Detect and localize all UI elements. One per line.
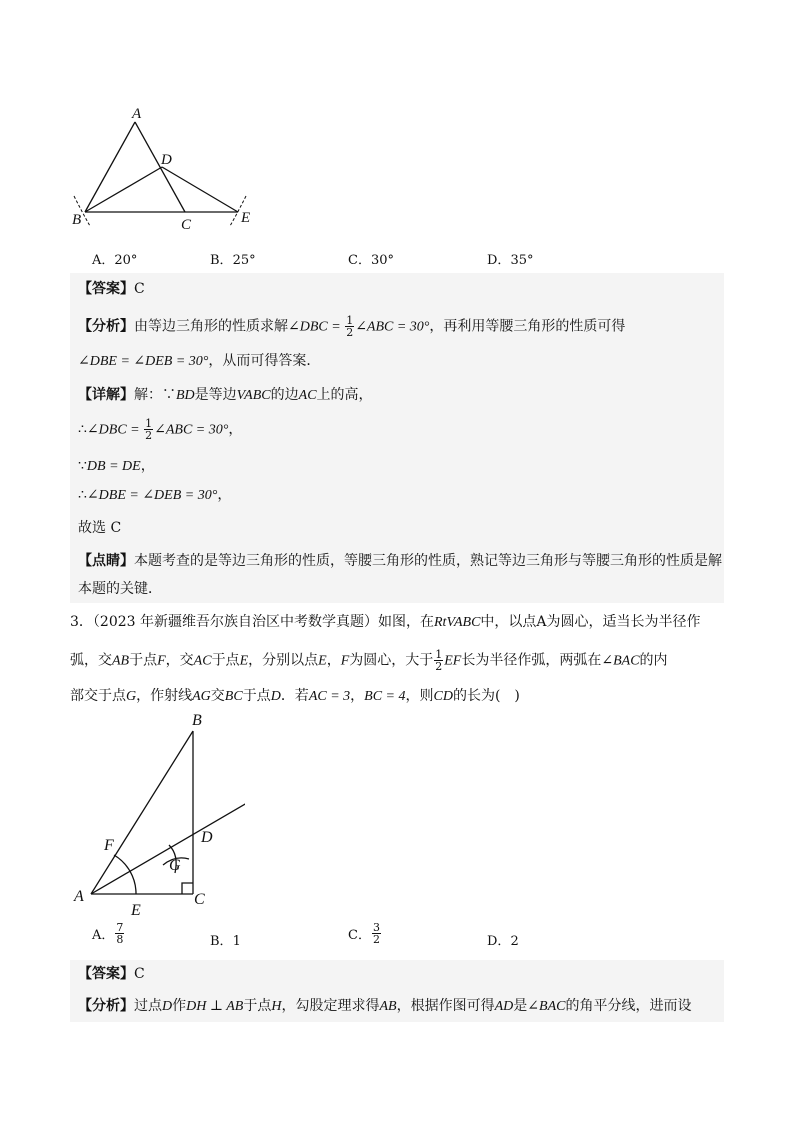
q2-solution-block — [70, 273, 724, 603]
q2-comment-line2: 本题的关键． — [78, 581, 162, 597]
q2-detail-line5: 故选 C — [78, 520, 122, 536]
label-e: E — [241, 210, 251, 226]
ray-ag — [91, 803, 245, 894]
fraction-seven-eighths: $\frac{7}{8}$ — [116, 921, 124, 946]
label-a: A — [74, 888, 84, 905]
segment-bd — [85, 167, 162, 212]
q3-answer: 【答案】C — [78, 966, 145, 982]
label-b: B — [192, 712, 202, 729]
label-d: D — [161, 152, 172, 168]
segment-de — [162, 167, 238, 212]
q3-question-line3: 部交于点G，作射线AG交BC于点D．若AC = 3，BC = 4，则CD的长为( ) — [70, 688, 520, 704]
q2-option-c[interactable]: C．30° — [348, 253, 394, 268]
q2-option-d[interactable]: D．35° — [487, 253, 534, 268]
q2-analysis-line1: 【分析】由等边三角形的性质求解∠DBC = $\frac{1}{2}$ ∠ABC = 30°，再利用等腰三角形的性质可得 — [78, 314, 626, 339]
label-a: A — [132, 106, 142, 122]
q2-analysis-line2: ∠DBE = ∠DEB = 30°，从而可得答案． — [78, 353, 321, 369]
segment-ac — [135, 122, 185, 212]
q3-option-d[interactable]: D．2 — [487, 934, 519, 949]
label-b: B — [72, 212, 82, 228]
label-e: E — [131, 902, 141, 919]
label-g: G — [169, 857, 181, 874]
q3-question-line1: 3．（2023 年新疆维吾尔族自治区中考数学真题）如图，在RtVABC中，以点A为圆心，适当长为半径作 — [70, 614, 701, 630]
q2-detail-line3: ∵DB = DE， — [78, 458, 155, 474]
label-f: F — [104, 837, 114, 854]
q2-detail-line1: 【详解】解：∵BD是等边VABC的边AC上的高， — [78, 387, 373, 403]
label-c: C — [194, 891, 205, 908]
fraction-half: $\frac{1}{2}$ — [346, 314, 354, 339]
q2-answer: 【答案】C — [78, 281, 145, 297]
q3-analysis-line1: 【分析】过点D作DH ⊥ AB于点H，勾股定理求得AB，根据作图可得AD是∠BAC的角平分线，进而设 — [78, 998, 692, 1014]
segment-ab — [85, 122, 135, 212]
q3-solution-block — [70, 960, 724, 1022]
q3-question-line2: 弧，交AB于点F，交AC于点E，分别以点E，F为圆心，大于 $\frac{1}{2}$ EF长为半径作弧，两弧在∠BAC的内 — [70, 648, 668, 673]
q2-option-a[interactable]: A．20° — [92, 253, 138, 268]
label-d: D — [201, 829, 213, 846]
label-c: C — [181, 217, 192, 233]
q2-comment-line1: 【点睛】本题考查的是等边三角形的性质，等腰三角形的性质，熟记等边三角形与等腰三角形的性质是解 — [78, 553, 722, 569]
q2-detail-line4: ∴∠DBE = ∠DEB = 30°， — [78, 487, 232, 503]
q3-option-b[interactable]: B．1 — [210, 934, 241, 949]
q3-option-c[interactable]: C． $\frac{3}{2}$ — [348, 921, 380, 946]
fraction-three-halves: $\frac{3}{2}$ — [372, 921, 380, 946]
figure-2-right-triangle — [65, 705, 245, 920]
fraction-half-3: $\frac{1}{2}$ — [435, 648, 443, 673]
q2-option-b[interactable]: B．25° — [210, 253, 256, 268]
figure-1-triangle — [60, 100, 280, 240]
q2-detail-line2: ∴∠DBC = $\frac{1}{2}$ ∠ABC = 30°， — [78, 417, 243, 442]
q3-option-a[interactable]: A． $\frac{7}{8}$ — [92, 921, 124, 946]
fraction-half-2: $\frac{1}{2}$ — [145, 417, 153, 442]
right-angle-mark — [182, 883, 193, 894]
